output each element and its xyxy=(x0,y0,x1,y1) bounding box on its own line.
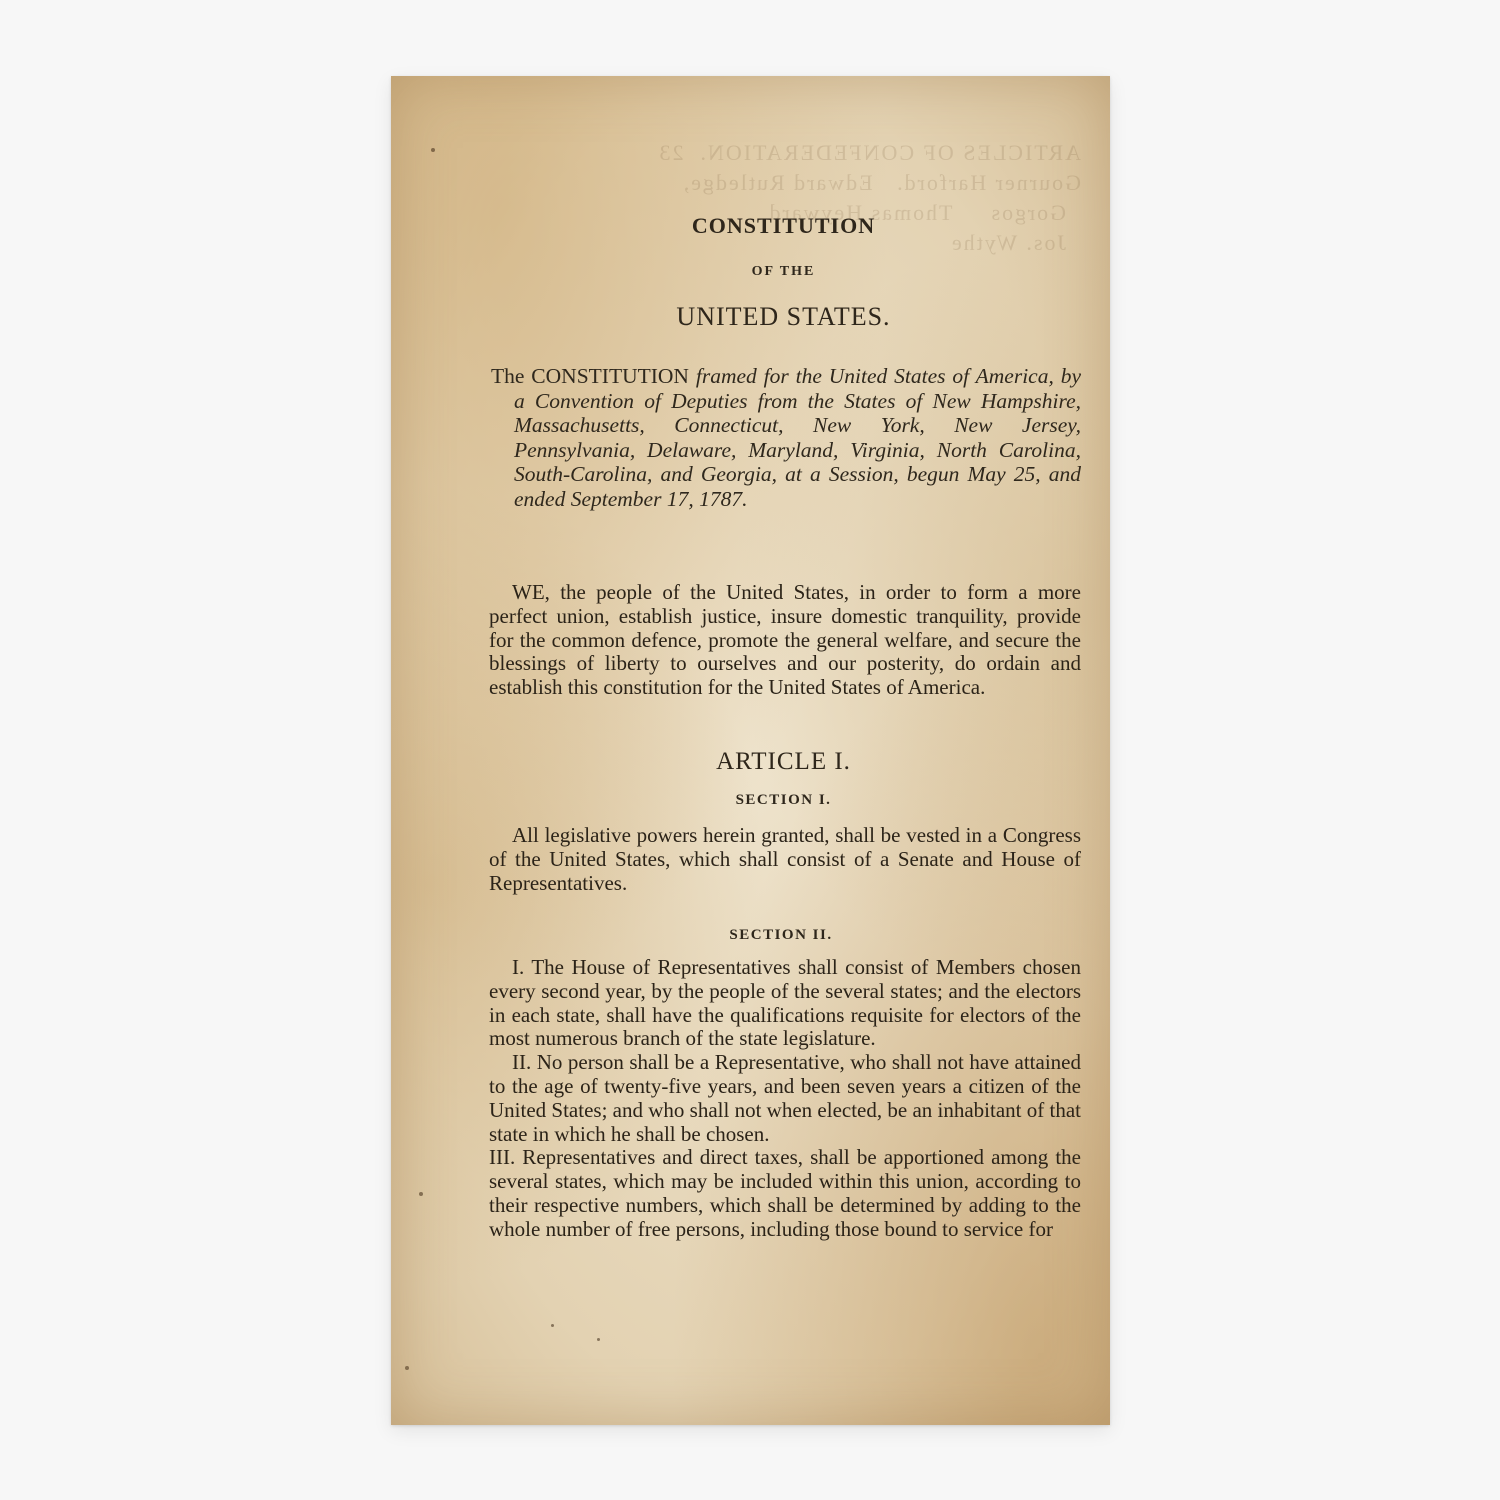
show-through-text: ARTICLES OF CONFEDERATION. 23 Gourner Harford. Edward Rutledge, Gorgos Thomas Heyward Jos. Wythe xyxy=(657,140,1081,255)
section-1-heading: SECTION I. xyxy=(735,792,832,808)
preamble-text: WE, the people of the United States, in order to form a more perfect union, establish justice, insure domestic tranquility, provide for the common defence, promote the general welfare, and secure the blessings of liberty to ourselves and our posterity, do ordain and establish this constitution for the United States of America. xyxy=(489,580,1081,700)
paper-fleck xyxy=(419,1192,423,1196)
paper-fleck xyxy=(597,1338,600,1341)
section-2-body xyxy=(489,956,1081,1242)
title-line-2: OF THE xyxy=(751,264,816,279)
section-1-text: All legislative powers herein granted, shall be vested in a Congress of the United States, which shall consist of a Senate and House of Representatives. xyxy=(489,823,1081,895)
section-2-clause-2: II. No person shall be a Representative, who shall not have attained to the age of twenty-five years, and been seven years a citizen of the United States; and who shall not when elected, be an inhabitant of that state in which he shall be chosen. xyxy=(489,1050,1081,1146)
paper-fleck xyxy=(405,1366,409,1370)
paper-fleck xyxy=(431,148,435,152)
preamble xyxy=(489,581,1081,700)
article-heading: ARTICLE I. xyxy=(716,748,851,775)
document-page xyxy=(391,76,1110,1425)
title-line-1: CONSTITUTION xyxy=(691,213,876,238)
convention-heading-text: framed for the United States of America, by a Convention of Deputies from the States of New Hampshire, Massachusetts, Connecticut, New York, New Jersey, Pennsylvania, Delaware, Maryland, Virginia, North Carolina, South-Carolina, and Georgia, at a Session, begun May 25, and ended September 17, 1787. xyxy=(514,364,1082,511)
section-1-body xyxy=(489,824,1081,895)
section-2-clause-1: I. The House of Representatives shall consist of Members chosen every second year, by the people of the several states; and the electors in each state, shall have the qualifications requisite for electors of the most numerous branch of the state legislature. xyxy=(489,955,1081,1051)
convention-heading-lead: The CONSTITUTION xyxy=(491,364,689,388)
paper-fleck xyxy=(551,1324,554,1327)
convention-heading xyxy=(491,364,1081,511)
section-2-heading: SECTION II. xyxy=(729,927,833,943)
title-line-3: UNITED STATES. xyxy=(676,302,891,331)
section-2-clause-3: III. Representatives and direct taxes, shall be apportioned among the several states, which may be included within this union, according to their respective numbers, which shall be determined by adding to the whole number of free persons, including those bound to service for xyxy=(489,1145,1081,1241)
